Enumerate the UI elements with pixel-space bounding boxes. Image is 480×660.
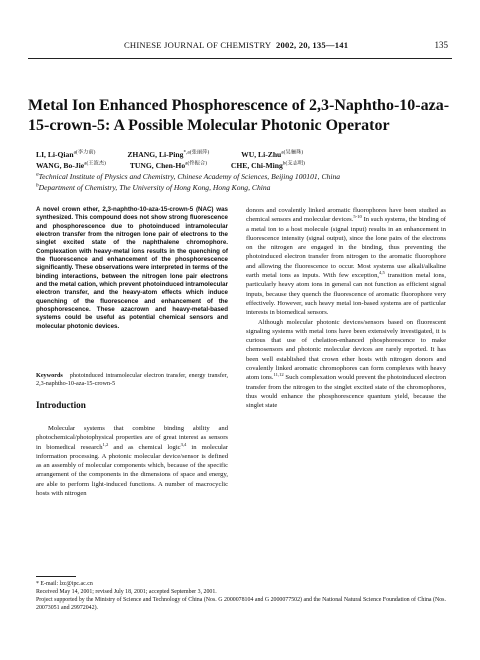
body-right-column — [246, 206, 446, 411]
affiliation-b: $^b$Department of Chemistry, The University of Hong Kong, Hong Kong, China — [36, 182, 271, 192]
body-paragraph: Molecular systems that combine binding ability and photochemical/photophysical properties are of great interest as sensors in biomedical research$^{1,2}$ and as chemical logic$^{3,4}$ in molecular information processing. A photonic molecular device/sensor is defined as an assembly of molecular components which, because of the specific arrangement of the components in the dimensions of space and energy, are able to perform light-induced functions. A number of macrocyclic hosts with nitrogen — [36, 425, 228, 498]
page-number: 135 — [434, 40, 448, 50]
footnote-project: Project supported by the Ministry of Science and Technology of China (Nos. G 2000078104 and G 2000077502) and the National Natural Science Foundation of China (Nos. 20073051 and 29972042). — [36, 597, 446, 611]
author-row-2: WANG, Bo-Jie$^{a(王波杰)}$ TUNG, Chen-$Ho^{a(佟振合)}$ CHE, Chi-Ming$^{b(支志明)}$ — [36, 160, 305, 170]
keywords-text: photoinduced intramolecular electron transfer, energy transfer, 2,3-naphtho-10-aza-15-crown-5 — [36, 372, 229, 388]
keywords — [36, 372, 228, 389]
author-name: ZHANG, Li-Ping — [127, 150, 184, 159]
author-name: WU, Li-Zhu — [241, 150, 282, 159]
author-name: CHE, Chi-Ming — [230, 161, 283, 170]
author-name: TUNG, Chen-Ho — [129, 161, 186, 170]
paper-title: Metal Ion Enhanced Phosphorescence of 2,3-Naphtho-10-aza-15-crown-5: A Possible Molecular Photonic Operator — [28, 97, 450, 134]
journal-citation: CHINESE JOURNAL OF CHEMISTRY 2002, 20, 135—141 — [124, 40, 349, 50]
abstract: A novel crown ether, 2,3-naphtho-10-aza-15-crown-5 (NAC) was synthesized. This compound does not show strong fluorescence and phosphorescence due to photoinduced intramolecular electron transfer from the nitrogen lone pair of electrons to the singlet excited state of the naphthalene chromophore. Complexation with heavy-metal ions results in the quenching of the fluorescence and enhancement of the phosphorescence significantly. These observations were interpreted in terms of the binding interactions, between the nitrogen lone pair electrons and the metal cation, which prevent photoinduced intramolecular electron transfer, and the heavy-atom effects which induce quenching of the fluorescence and enhancement of the phosphorescence. These azacrown and heavy-metal-based systems could be useful as potential chemical sensors and molecular photonic devices. — [36, 206, 228, 330]
running-header — [28, 40, 452, 59]
footnote-received: Received May 14, 2001; revised July 18, 2001; accepted September 3, 2001. — [36, 589, 217, 595]
author-name: LI, Li-Qian — [36, 150, 74, 159]
footnote-rule — [36, 576, 76, 577]
author-row-1: LI, Li-Qian$^{a(李力前)}$ ZHANG, Li-Ping$^{*,a(张丽萍)}$ WU, Li-Zhu$^{a(吴骊珠)}$ — [36, 149, 304, 159]
keywords-label: Keywords — [36, 372, 63, 379]
footnotes — [36, 580, 448, 612]
author-block — [36, 149, 460, 193]
body-left-column — [36, 424, 228, 498]
footnote-email: * E-mail: lzc@ipc.ac.cn — [36, 581, 93, 587]
body-paragraph: donors and covalently linked aromatic fluorophores have been studied as chemical sensors and molecular devices.$^{5-10}$ In such systems, the binding of a metal ion to a host molecule (signal input) results in an enhancement in fluorescence intensity (signal output), since the lone pairs of the electrons on the nitrogen are engaged in the binding, thus preventing the photoinduced electron transfer from nitrogen to the aromatic fluorophore and allowing the fluorescence to occur. Most systems use alkali/alkaline earth metal ions as inputs. With few exception,$^{4,5}$ transition metal ions, particularly heavy atom ions in general can not function as efficient signal inputs, because they quench the fluorescence of aromatic fluorophore very effectively. However, such heavy metal ion-based systems are of particular interests in biomedical sensors. — [246, 207, 446, 317]
body-paragraph: Although molecular photonic devices/sensors based on fluorescent signaling systems with metal ions have been extensively investigated, it is curious that use of chelation-enhanced phosphorescence to make chemosensors and photonic molecular devices are rarely reported. It has been well established that crown ether hosts with nitrogen donors and covalently linked aromatic chromophores can form complexes with heavy atom ions.$^{11,12}$ Such complexation would prevent the photoinduced electron transfer from the nitrogen to the singlet excited state of the chromophores, thus would enhance the phosphorescence quantum yield, because the singlet state — [246, 318, 446, 410]
author-name: WANG, Bo-Jie — [36, 161, 85, 170]
section-heading: Introduction — [36, 400, 86, 410]
affiliation-a: $^a$Technical Institute of Physics and Chemistry, Chinese Academy of Sciences, Beijing 100101, China — [36, 171, 341, 181]
